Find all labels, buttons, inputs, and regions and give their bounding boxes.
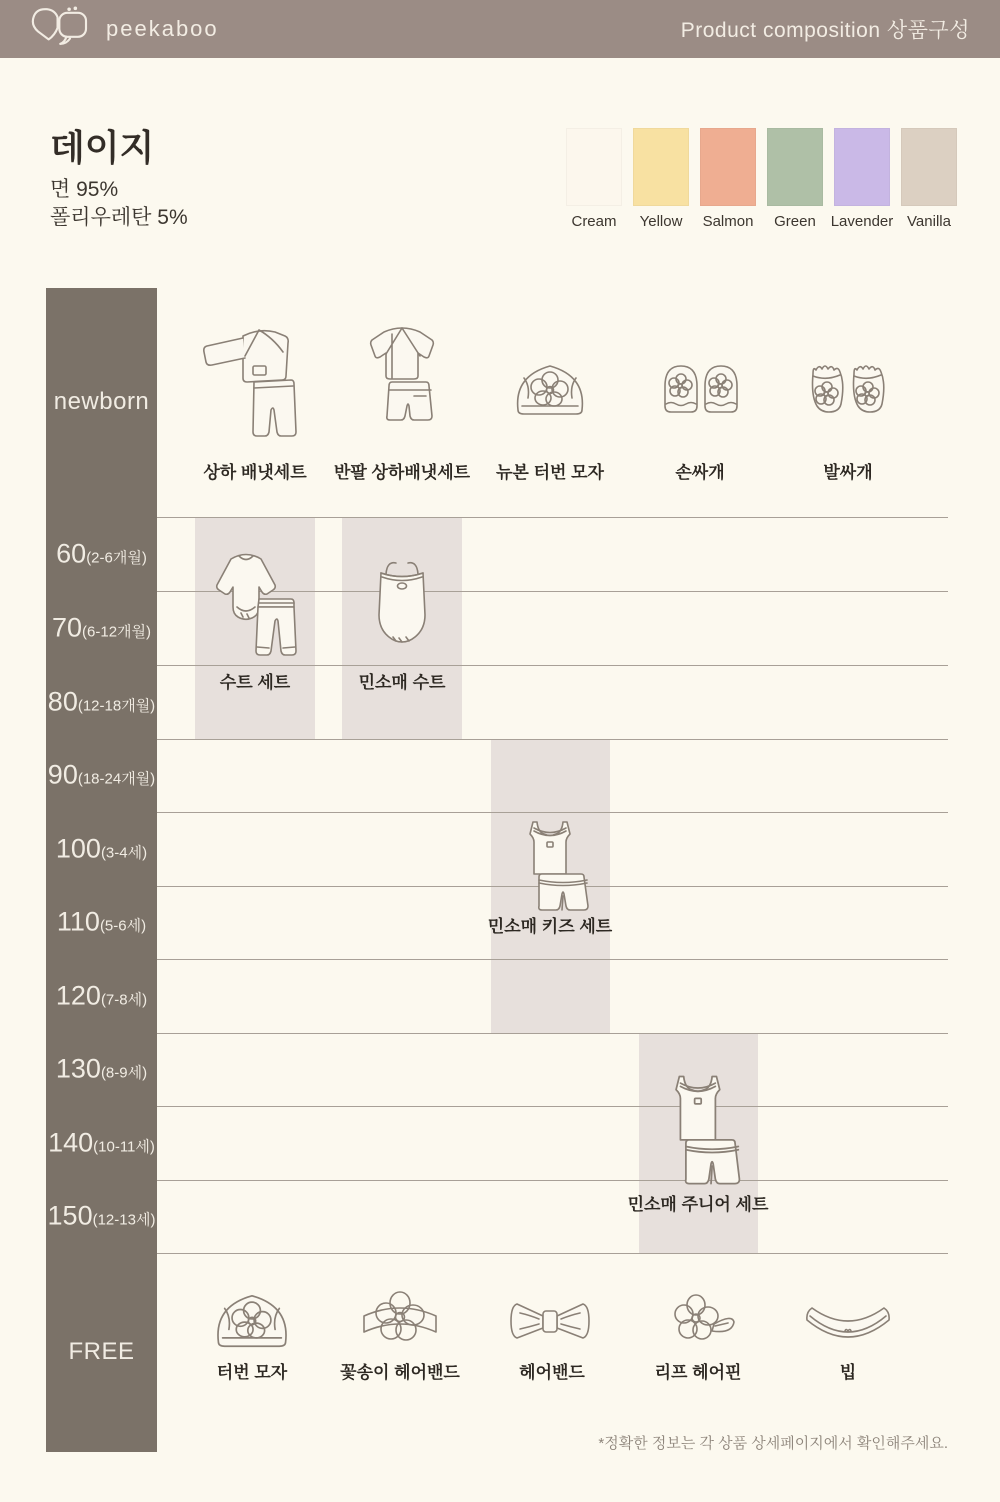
longsleeve-kimono-set-icon <box>193 316 317 452</box>
size-row-70: 70(6-12개월) <box>51 612 152 643</box>
swatch-lavender-chip <box>834 128 890 206</box>
grid-line <box>157 739 948 740</box>
footnote: *정확한 정보는 각 상품 상세페이지에서 확인해주세요. <box>598 1435 948 1452</box>
size-row-80: 80(12-18개월) <box>47 686 156 717</box>
product-label: 꽃송이 헤어밴드 <box>340 1363 460 1382</box>
leaf-hairpin-icon <box>662 1290 738 1348</box>
grid-line <box>157 1253 948 1254</box>
hand-mittens-icon <box>663 362 739 418</box>
swatch-green <box>767 128 823 230</box>
grid-line <box>157 517 948 518</box>
swatch-lavender-label: Lavender <box>830 213 894 230</box>
product-label: 뉴본 터번 모자 <box>496 463 604 482</box>
brand-name: peekaboo <box>106 16 219 41</box>
product-label: 상하 배냇세트 <box>203 463 307 482</box>
header-title: Product composition 상품구성 <box>680 19 970 42</box>
foot-mittens-icon <box>808 360 888 418</box>
fabric-line-1: 면 95% <box>50 178 119 201</box>
size-row-120: 120(7-8세) <box>55 980 148 1011</box>
product-label: 발싸개 <box>823 463 873 482</box>
size-row-90: 90(18-24개월) <box>47 759 156 790</box>
size-sidebar <box>46 288 157 1452</box>
brand <box>30 6 219 53</box>
size-row-110: 110(5-6세) <box>56 906 147 937</box>
size-row-150: 150(12-13세) <box>47 1200 156 1231</box>
fabric-info <box>50 176 188 232</box>
swatch-salmon-chip <box>700 128 756 206</box>
grid-line <box>157 1106 948 1107</box>
swatch-cream-chip <box>566 128 622 206</box>
size-row-100: 100(3-4세) <box>55 833 148 864</box>
swatch-vanilla <box>901 128 957 230</box>
swatch-yellow <box>633 128 689 230</box>
swatch-salmon <box>700 128 756 230</box>
grid-line <box>157 1033 948 1034</box>
grid-line <box>157 665 948 666</box>
product-label: 수트 세트 <box>219 673 291 692</box>
sleeveless-junior-set-icon <box>653 1070 745 1188</box>
suit-set-icon <box>199 543 311 665</box>
product-label: 민소매 수트 <box>358 673 446 692</box>
sleeveless-suit-icon <box>365 553 439 663</box>
product-label: 민소매 키즈 세트 <box>487 917 613 936</box>
swatch-green-chip <box>767 128 823 206</box>
swatch-vanilla-chip <box>901 128 957 206</box>
swatch-lavender <box>830 128 894 230</box>
header-bar <box>0 0 1000 58</box>
product-label: 손싸개 <box>675 463 725 482</box>
turban-hat-icon <box>210 1286 294 1354</box>
product-label: 헤어밴드 <box>519 1363 585 1382</box>
grid-line <box>157 812 948 813</box>
swatch-yellow-label: Yellow <box>639 213 683 230</box>
shortsleeve-kimono-set-icon <box>340 316 464 452</box>
newborn-turban-hat-icon <box>510 358 590 420</box>
bow-hairband-icon <box>507 1300 593 1344</box>
swatch-yellow-chip <box>633 128 689 206</box>
size-row-60: 60(2-6개월) <box>56 538 147 569</box>
swatch-green-label: Green <box>774 213 816 230</box>
flower-hairband-icon <box>358 1286 442 1354</box>
swatch-cream-label: Cream <box>571 213 617 230</box>
size-row-free: FREE <box>68 1338 135 1365</box>
fabric-line-2: 폴리우레탄 5% <box>50 206 188 229</box>
color-swatches <box>566 128 957 230</box>
bib-icon <box>802 1296 894 1350</box>
product-label: 반팔 상하배냇세트 <box>333 463 471 482</box>
product-label: 터번 모자 <box>216 1363 288 1382</box>
swatch-vanilla-label: Vanilla <box>907 213 951 230</box>
peekaboo-logo-icon <box>30 6 94 53</box>
product-name: 데이지 <box>50 127 155 168</box>
size-row-140: 140(10-11세) <box>48 1127 155 1158</box>
grid-line <box>157 959 948 960</box>
size-row-130: 130(8-9세) <box>55 1053 148 1084</box>
swatch-cream <box>566 128 622 230</box>
size-row-newborn: newborn <box>53 388 150 415</box>
product-label: 민소매 주니어 세트 <box>627 1195 769 1214</box>
product-label: 리프 헤어핀 <box>654 1363 742 1382</box>
grid-line <box>157 1180 948 1181</box>
swatch-salmon-label: Salmon <box>702 213 754 230</box>
sleeveless-kids-set-icon <box>509 816 593 914</box>
product-label: 빕 <box>839 1363 857 1382</box>
